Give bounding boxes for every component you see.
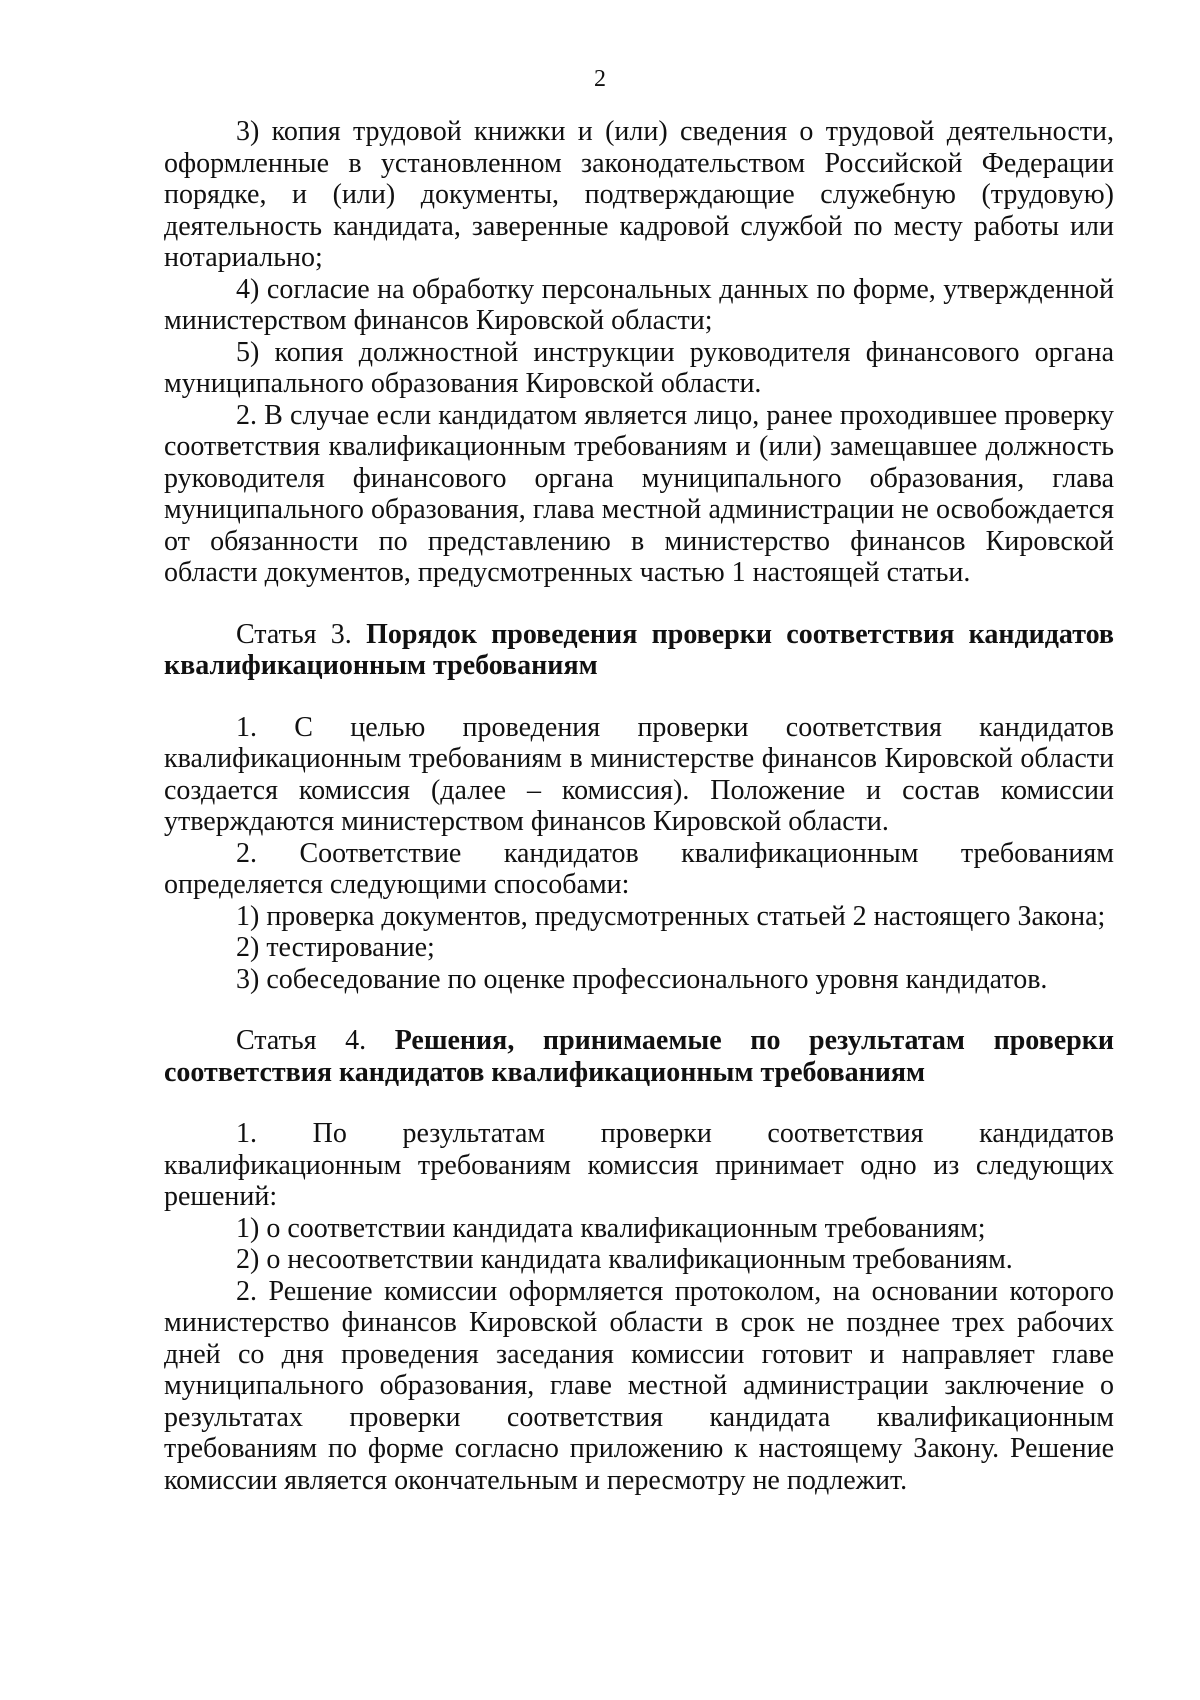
- document-body: [164, 116, 1114, 1496]
- list-item: 3) копия трудовой книжки и (или) сведения о трудовой деятельности, оформленные в установленном законодательством Российской Федерации порядке, и (или) документы, подтверждающие служебную (трудовую) деятельность кандидата, заверенные кадровой службой по месту работы или нотариально;: [164, 116, 1114, 273]
- article-label: Статья 3.: [236, 618, 352, 650]
- paragraph: 2. В случае если кандидатом является лицо, ранее проходившее проверку соответствия квалификационным требованиям и (или) замещавшее должность руководителя финансового органа муниципального образования, глава муниципального образования, глава местной администрации не освобождается от обязанности по представлению в министерство финансов Кировской области документов, предусмотренных частью 1 настоящей статьи.: [164, 399, 1114, 588]
- paragraph: 2. Соответствие кандидатов квалификационным требованиям определяется следующими способами:: [164, 837, 1114, 900]
- list-item: 2) о несоответствии кандидата квалификационным требованиям.: [236, 1244, 1013, 1275]
- paragraph: 1. С целью проведения проверки соответствия кандидатов квалификационным требованиям в министерстве финансов Кировской области создается комиссия (далее – комиссия). Положение и состав комиссии утверждаются министерством финансов Кировской области.: [164, 711, 1114, 837]
- article-label: Статья 4.: [236, 1025, 367, 1056]
- article-title: Порядок проведения проверки соответствия кандидатов квалификационным требованиям: [164, 618, 1115, 681]
- article-4-heading: [164, 1025, 1114, 1088]
- list-item: 2) тестирование;: [236, 932, 435, 963]
- list-item: 1) проверка документов, предусмотренных статьей 2 настоящего Закона;: [236, 900, 1106, 932]
- list-item: 3) собеседование по оценке профессионального уровня кандидатов.: [236, 963, 1048, 995]
- article-3-heading: [164, 619, 1114, 682]
- paragraph: 1. По результатам проверки соответствия кандидатов квалификационным требованиям комиссия принимает одно из следующих решений:: [164, 1118, 1114, 1212]
- list-item: 4) согласие на обработку персональных данных по форме, утвержденной министерством финансов Кировской области;: [164, 273, 1114, 336]
- page-number: 2: [594, 66, 606, 92]
- list-item: 1) о соответствии кандидата квалификационным требованиям;: [236, 1212, 986, 1244]
- list-item: 5) копия должностной инструкции руководителя финансового органа муниципального образования Кировской области.: [164, 336, 1114, 399]
- article-title: Решения, принимаемые по результатам проверки соответствия кандидатов квалификационным требованиям: [164, 1025, 1114, 1088]
- paragraph: 2. Решение комиссии оформляется протоколом, на основании которого министерство финансов Кировской области в срок не позднее трех рабочих дней со дня проведения заседания комиссии готовит и направляет главе муниципального образования, главе местной администрации заключение о результатах проверки соответствия кандидата квалификационным требованиям по форме согласно приложению к настоящему Закону. Решение комиссии является окончательным и пересмотру не подлежит.: [164, 1275, 1114, 1496]
